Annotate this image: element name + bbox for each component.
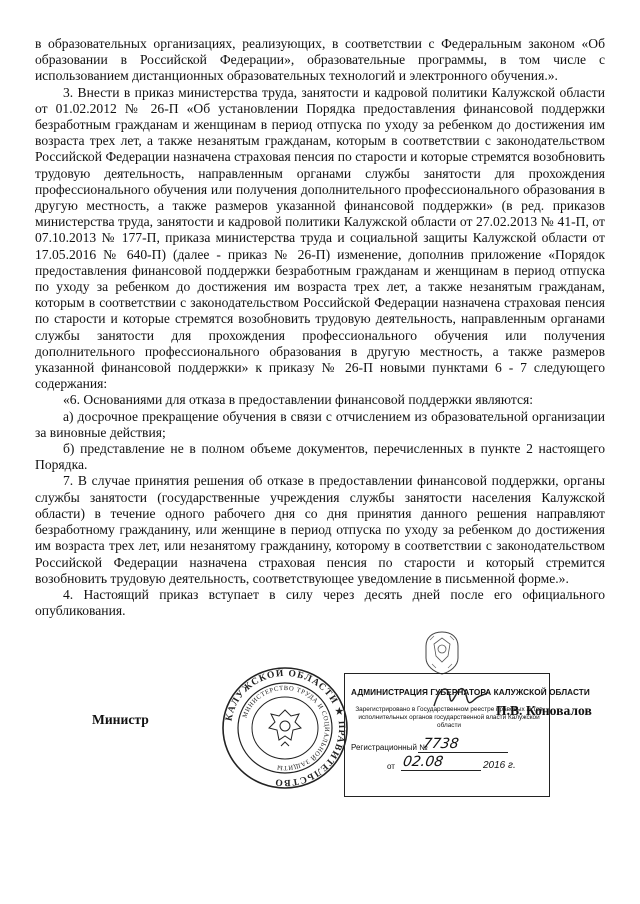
stamp-date-line: [401, 770, 481, 771]
signature-name: П.В. Коновалов: [496, 703, 592, 718]
emblem-icon: [420, 628, 464, 676]
stamp-number-label: Регистрационный №: [351, 743, 428, 752]
stamp-number-line: [418, 752, 508, 753]
document-body: [35, 36, 605, 619]
round-seal: [221, 666, 349, 790]
paragraph-continuation: в образовательных организациях, реализующих, в соответствии с Федеральным законом «Об образовании в Российской Федерации», образовательные программы, в том числе с использованием дистанционных образовательных технологий и электронного обучения.».: [35, 36, 605, 84]
handwritten-signature: [430, 676, 490, 716]
paragraph-item-6b: б) представление не в полном объеме документов, перечисленных в пункте 2 настоящего Порядка.: [35, 441, 605, 473]
seal-inner-text: МИНИСТЕРСТВО ТРУДА И СОЦИАЛЬНОЙ ЗАЩИТЫ: [241, 684, 331, 772]
paragraph-item-6a: а) досрочное прекращение обучения в связи с отчислением из образовательной организации за виновные действия;: [35, 408, 605, 440]
stamp-date-prefix: от: [387, 762, 395, 771]
stamp-title: АДМИНИСТРАЦИЯ ГУБЕРНАТОРА КАЛУЖСКОЙ ОБЛАСТИ: [351, 688, 590, 697]
stamp-text: Зарегистрировано в Государственном реестре правовых актов исполнительных органов государственной власти Калужской области: [355, 706, 543, 729]
signature-role: Министр: [92, 712, 149, 727]
stamp-number-value: 7738: [421, 736, 460, 752]
paragraph-item-6: «6. Основаниями для отказа в предоставлении финансовой поддержки являются:: [63, 392, 534, 408]
stamp-date-value: 02.08: [401, 754, 445, 770]
svg-text:МИНИСТЕРСТВО ТРУДА И СОЦИАЛЬНО: [241, 685, 330, 771]
stamp-year: 2016 г.: [483, 760, 516, 771]
paragraph-item-3: 3. Внести в приказ министерства труда, занятости и кадровой политики Калужской области от 01.02.2012 № 26-П «Об установлении Порядка предоставления финансовой поддержки безработным гражданам и женщинам в период отпуска по уходу за ребенком до достижения им возраста трех лет, а также незанятым гражданам, которым в соответствии с законодательством Российской Федерации назначена страховая пенсия по старости и которые стремятся возобновить трудовую деятельность, направленным органами службы занятости для прохождения профессионального обучения или получения дополнительного профессионального образования в другую местность, а также размеров указанной финансовой поддержки» (в ред. приказов министерства труда, занятости и кадровой политики Калужской области от 27.02.2013 № 41-П, от 07.10.2013 № 177-П, приказа министерства труда и социальной защиты Калужской области от 17.05.2016 № 640-П) (далее - приказ № 26-П) изменение, дополнив приложение «Порядок предоставления финансовой поддержки безработным гражданам и женщинам в период отпуска по уходу за ребенком до достижения им возраста трех лет, а также незанятым гражданам, которым в соответствии с законодательством Российской Федерации назначена страховая пенсия по старости и которые стремятся возобновить трудовую деятельность, направленным органами службы занятости для прохождения профессионального обучения или получения дополнительного профессионального образования в другую местность, а также размеров указанной финансовой поддержки» к приказу № 26-П новыми пунктами 6 - 7 следующего содержания:: [35, 84, 605, 392]
double-headed-eagle-icon: [269, 710, 301, 746]
paragraph-item-4: 4. Настоящий приказ вступает в силу через десять дней после его официального опубликования.: [35, 586, 605, 619]
paragraph-item-7: 7. В случае принятия решения об отказе в предоставлении финансовой поддержки, органы службы занятости (государственные учреждения службы занятости населения Калужской области) в течение одного рабочего дня со дня принятия данного решения направляют безработному гражданину, или женщине в период отпуска по уходу за ребенком до достижения им возраста трех лет, или незанятому гражданину, которому в соответствии с законодательством Российской Федерации назначена страховая пенсия по старости и который стремится возобновить трудовую деятельность, соответствующее уведомление в письменной форме.».: [35, 473, 605, 586]
seal-outer-text: КАЛУЖСКОЙ ОБЛАСТИ ★ ПРАВИТЕЛЬСТВО: [224, 668, 347, 788]
